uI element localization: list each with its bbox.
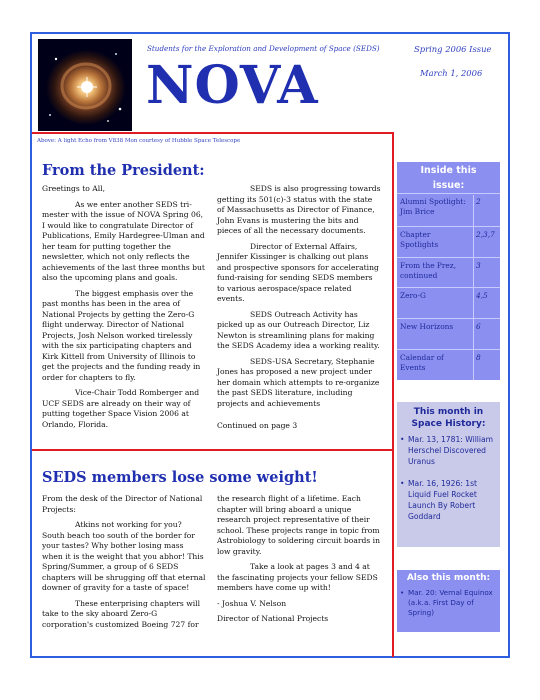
toc-item-page: 6	[476, 322, 481, 331]
weight-heading: SEDS members lose some weight!	[42, 469, 318, 486]
section-divider	[32, 449, 394, 451]
president-paragraph: SEDS-USA Secretary, Stephanie Jones has proposed a new project under her domain which attempts to re-organize the past SEDS literature, including projects and achievements	[217, 356, 380, 408]
president-left-column	[42, 184, 206, 435]
history-item-text: Mar. 16, 1926: 1st Liquid Fuel Rocket Launch By Robert Goddard	[408, 479, 478, 521]
also-this-month-title: Also this month:	[406, 573, 491, 583]
toc-item[interactable]	[397, 257, 500, 287]
header-divider	[32, 132, 394, 134]
weight-right-column	[217, 494, 381, 630]
toc-item-label: New Horizons	[400, 322, 454, 331]
inside-title-line: issue:	[432, 180, 465, 191]
toc-item-page: 2	[476, 197, 481, 206]
toc-item[interactable]	[397, 287, 500, 318]
toc-item-page: 3	[476, 261, 481, 270]
president-paragraph: Director of External Affairs, Jennifer Kissinger is chalking out plans and prospective sponsors for accelerating fund-raising for sending SEDS members to various aerospace/space related events.	[217, 241, 379, 303]
president-greeting: Greetings to All,	[42, 184, 106, 193]
toc-item-page: 2,3,7	[476, 230, 495, 239]
also-item-text: Mar. 20: Vernal Equinox (a.k.a. First Day of Spring)	[408, 588, 493, 617]
weight-paragraph: These enterprising chapters will take to the sky aboard Zero-G corporation's customized Boeing 727 for	[42, 598, 201, 629]
hubble-image	[38, 39, 132, 131]
issue-date: March 1, 2006	[420, 68, 483, 78]
weight-intro: From the desk of the Director of National Projects:	[42, 494, 203, 514]
bullet-icon: •	[400, 479, 405, 488]
bullet-icon: •	[400, 588, 405, 597]
history-title-line: This month in	[413, 407, 484, 417]
weight-paragraph: the research flight of a lifetime. Each chapter will bring aboard a unique research project representative of their school. These projects range in topic from Astrobiology to soldering circuit boards in low gravity.	[217, 494, 381, 556]
issue-label: Spring 2006 Issue	[414, 44, 492, 54]
president-paragraph: SEDS is also progressing towards getting its 501(c)-3 status with the state of Massachusetts as Director of Finance, John Evans is mustering the bits and pieces of all the necessary documents.	[217, 184, 381, 235]
president-paragraph: As we enter another SEDS tri-mester with the issue of NOVA Spring 06, I would like to congratulate Director of Publications, Emily Hardegree-Ulman and her team for putting together the newsletter, which not only reflects the achievements of the last three months but also the upcoming plans and goals.	[42, 199, 205, 282]
inside-title-line: Inside this	[420, 165, 477, 176]
bullet-icon: •	[400, 435, 405, 444]
toc-item-page: 8	[476, 353, 481, 362]
image-caption: Above: A light Echo from V838 Mon courtesy of Hubble Space Telescope	[37, 138, 241, 144]
president-paragraph: The biggest emphasis over the past months has been in the area of National Projects by getting the Zero-G flight underway. Director of National Projects, Josh Nelson worked tirelessly with the six participating chapters and Kirk Kittell from University of Illinois to get the projects and the funding ready in order for chapters to fly.	[42, 288, 201, 382]
toc-item-page: 4,5	[476, 291, 488, 300]
weight-paragraph: Atkins not working for you? South beach too south of the border for your tastes? Why bother losing mass when it is the weight that you abhor! This Spring/Summer, a group of 6 SEDS chapters will be shrugging off that eternal downer of gravity for a taste of space!	[42, 520, 206, 592]
toc-item-label: From the Prez, continued	[400, 261, 457, 280]
history-title-line: Space History:	[411, 419, 486, 429]
toc-item[interactable]	[397, 318, 500, 349]
president-paragraph: Vice-Chair Todd Romberger and UCF SEDS are already on their way of putting together Space Vision 2006 at Orlando, Florida.	[42, 388, 200, 429]
column-divider	[392, 132, 394, 657]
newsletter-title: NOVA	[146, 55, 319, 116]
toc-item-label: Chapter Spotlights	[400, 230, 439, 249]
also-item	[400, 588, 496, 618]
toc-item-label: Zero-G	[400, 291, 426, 300]
author-name: - Joshua V. Nelson	[217, 598, 287, 608]
space-history-title	[397, 406, 500, 430]
inside-issue-title	[397, 163, 500, 193]
history-item	[400, 434, 496, 467]
toc-item[interactable]	[397, 349, 500, 380]
weight-paragraph: Take a look at pages 3 and 4 at the fascinating projects your fellow SEDS members have come up with!	[217, 562, 378, 592]
history-item-text: Mar. 13, 1781: William Herschel Discovered Uranus	[408, 435, 494, 466]
continued-link[interactable]: Continued on page 3	[217, 421, 298, 430]
weight-left-column	[42, 494, 206, 635]
toc-item-label: Calendar of Events	[400, 353, 444, 372]
president-right-column	[217, 184, 381, 437]
president-heading: From the President:	[42, 162, 205, 179]
president-paragraph: SEDS Outreach Activity has picked up as our Outreach Director, Liz Newton is streamlining plans for making the SEDS Academy idea a working reality.	[217, 309, 380, 350]
toc-item[interactable]	[397, 226, 500, 257]
author-title: Director of National Projects	[217, 614, 329, 623]
history-item	[400, 478, 496, 522]
organization-name: Students for the Exploration and Development of Space (SEDS)	[147, 44, 380, 53]
toc-item[interactable]	[397, 193, 500, 226]
toc-item-label: Alumni Spotlight: Jim Brice	[400, 197, 466, 216]
